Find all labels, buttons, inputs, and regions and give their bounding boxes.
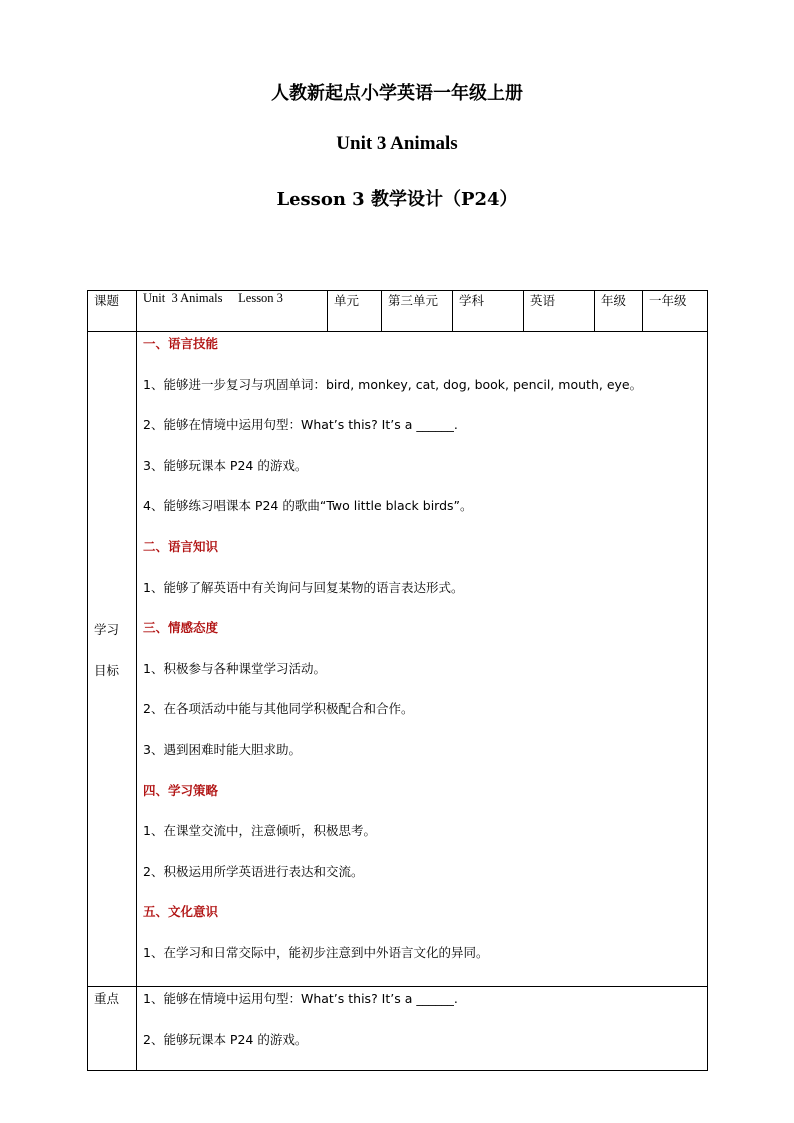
unit-title: Unit 3 Animals bbox=[336, 133, 458, 154]
unit-value: 第三单元 bbox=[382, 291, 453, 332]
list-item: 3、遇到困难时能大胆求助。 bbox=[143, 741, 301, 757]
goals-list bbox=[143, 334, 707, 984]
focus-list bbox=[143, 989, 707, 1070]
list-item: 2、在各项活动中能与其他同学积极配合和合作。 bbox=[143, 701, 414, 717]
list-item: 1、积极参与各种课堂学习活动。 bbox=[143, 660, 326, 676]
list-item: 3、能够玩课本 P24 的游戏。 bbox=[143, 457, 308, 473]
unit-label: 单元 bbox=[328, 291, 382, 332]
goals-label-line2: 目标 bbox=[94, 662, 120, 678]
topic-value: Unit 3 Animals Lesson 3 bbox=[137, 291, 328, 332]
list-item: 2、积极运用所学英语进行表达和交流。 bbox=[143, 863, 364, 879]
subject-label: 学科 bbox=[453, 291, 524, 332]
list-item: 1、能够了解英语中有关询问与回复某物的语言表达形式。 bbox=[143, 579, 464, 595]
list-item: 4、能够练习唱课本 P24 的歌曲“Two little black birds”。 bbox=[143, 498, 473, 514]
section-heading: 五、文化意识 bbox=[143, 904, 219, 920]
topic-label: 课题 bbox=[88, 291, 137, 332]
focus-row bbox=[88, 987, 708, 1071]
list-item: 1、在课堂交流中，注意倾听，积极思考。 bbox=[143, 823, 376, 839]
goals-label-line1: 学习 bbox=[94, 622, 120, 637]
goals-row bbox=[88, 332, 708, 987]
lesson-title: Lesson 3 教学设计（P24） bbox=[276, 189, 518, 210]
list-item: 1、能够进一步复习与巩固单词：bird, monkey, cat, dog, book, pencil, mouth, eye。 bbox=[143, 376, 643, 392]
list-item: 2、能够在情境中运用句型：What’s this? It’s a ______. bbox=[143, 417, 458, 433]
goals-label bbox=[88, 332, 137, 987]
section-heading: 二、语言知识 bbox=[143, 538, 219, 554]
subject-value: 英语 bbox=[524, 291, 595, 332]
grade-value: 一年级 bbox=[643, 291, 708, 332]
grade-label: 年级 bbox=[595, 291, 643, 332]
focus-label: 重点 bbox=[88, 987, 137, 1071]
section-heading: 三、情感态度 bbox=[143, 620, 219, 636]
list-item: 1、能够在情境中运用句型：What’s this? It’s a ______. bbox=[143, 991, 458, 1006]
goals-content bbox=[137, 332, 708, 987]
focus-content bbox=[137, 987, 708, 1071]
list-item: 1、在学习和日常交际中，能初步注意到中外语言文化的异同。 bbox=[143, 944, 489, 960]
section-heading: 一、语言技能 bbox=[143, 336, 219, 351]
section-heading: 四、学习策略 bbox=[143, 782, 219, 798]
lesson-plan-table bbox=[87, 290, 708, 1071]
document-title: 人教新起点小学英语一年级上册 bbox=[271, 83, 523, 104]
list-item: 2、能够玩课本 P24 的游戏。 bbox=[143, 1031, 308, 1047]
header-row bbox=[88, 291, 708, 332]
